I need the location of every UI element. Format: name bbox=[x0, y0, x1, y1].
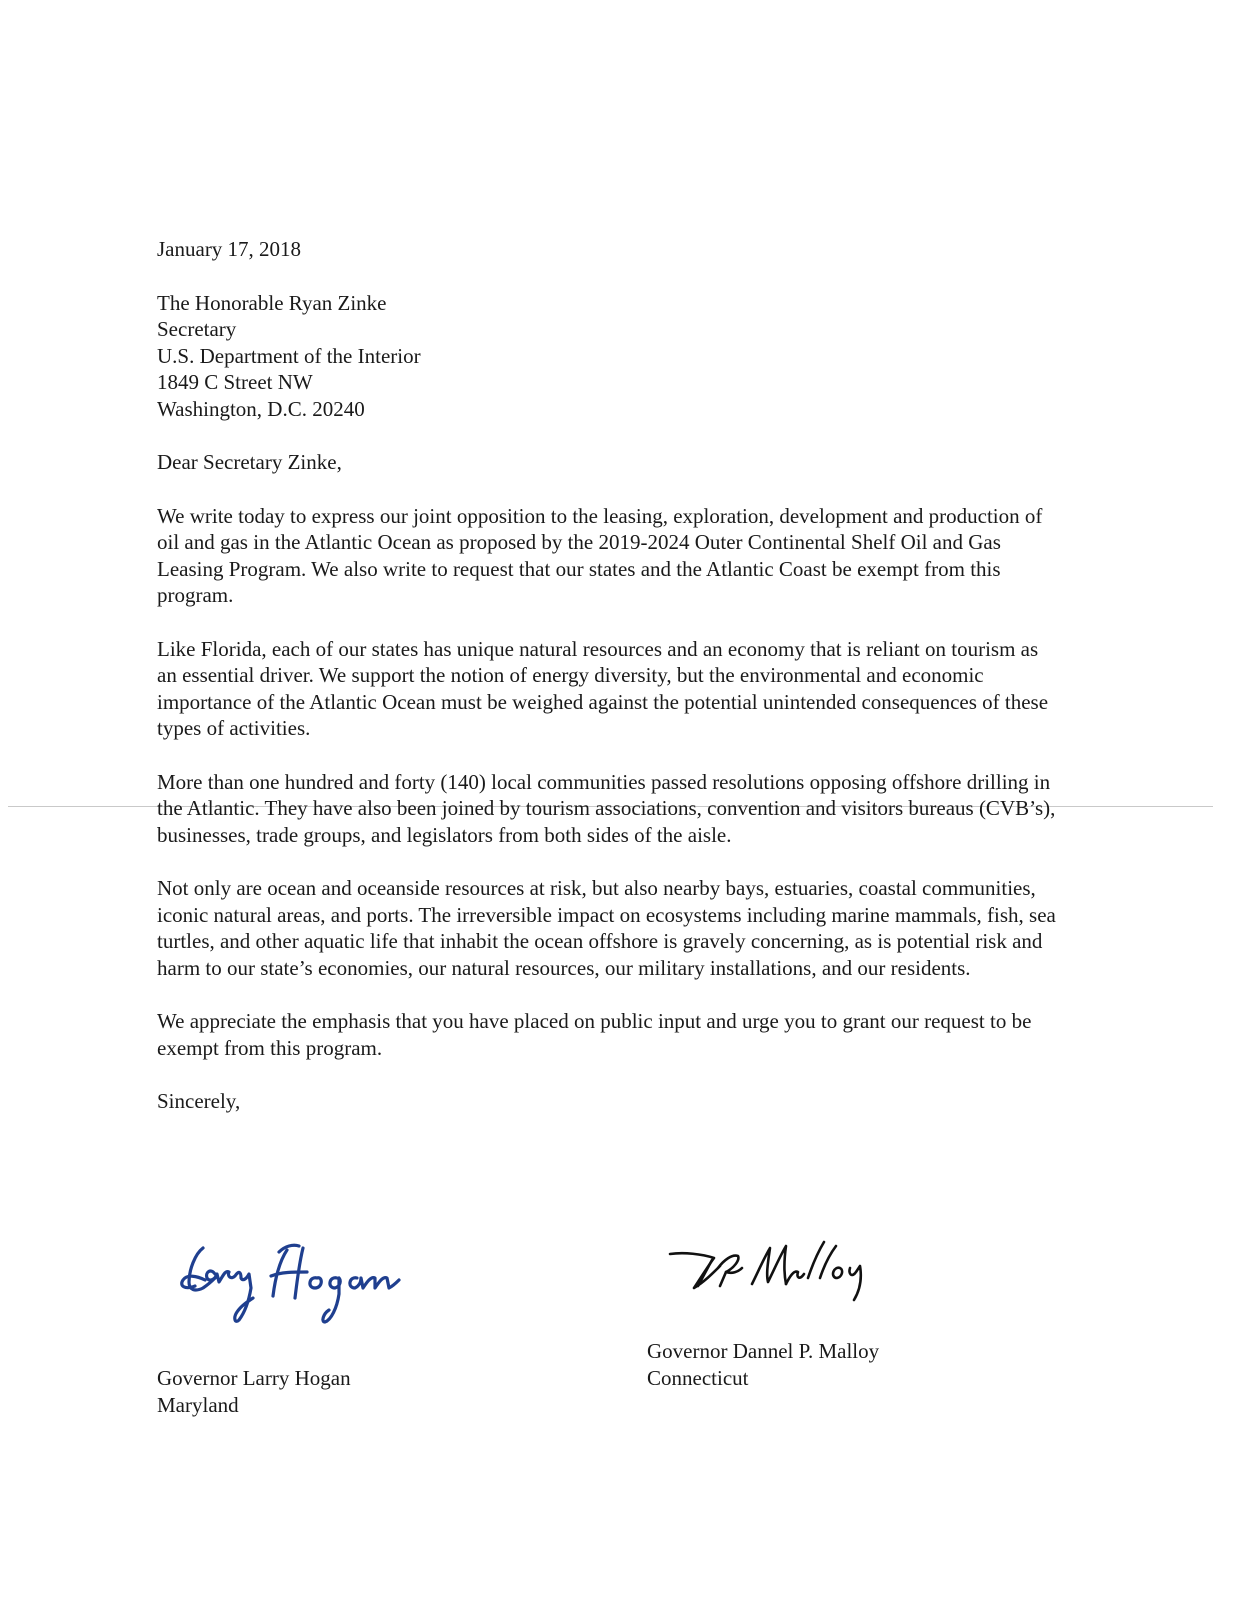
signatory-state: Connecticut bbox=[647, 1365, 749, 1390]
recipient-title: Secretary bbox=[157, 317, 237, 341]
malloy-signature bbox=[668, 1238, 883, 1308]
recipient-address bbox=[157, 290, 1057, 423]
recipient-city: Washington, D.C. 20240 bbox=[157, 396, 365, 421]
signatory-hogan bbox=[157, 1365, 351, 1418]
paragraph: We write today to express our joint opposition to the leasing, exploration, development and production of oil and gas in the Atlantic Ocean as proposed by the 2019-2024 Outer Continental Shelf Oil and Gas Leasing Program. We also write to request that our states and the Atlantic Coast be exempt from this program. bbox=[157, 503, 1043, 607]
signatory-state: Maryland bbox=[157, 1392, 239, 1417]
paragraph: Not only are ocean and oceanside resources at risk, but also nearby bays, estuaries, coastal communities, iconic natural areas, and ports. The irreversible impact on ecosystems including marine mammals, fish, sea turtles, and other aquatic life that inhabit the ocean offshore is gravely concerning, as is potential risk and harm to our state’s economies, our natural resources, our military installations, and our residents. bbox=[157, 876, 1056, 980]
paragraph: We appreciate the emphasis that you have placed on public input and urge you to grant our request to be exempt from this program. bbox=[157, 1009, 1032, 1060]
signatory-malloy bbox=[647, 1338, 879, 1391]
closing: Sincerely, bbox=[157, 1089, 241, 1113]
signatory-name: Governor Larry Hogan bbox=[157, 1366, 351, 1390]
recipient-name: The Honorable Ryan Zinke bbox=[157, 290, 387, 315]
recipient-street: 1849 C Street NW bbox=[157, 370, 313, 394]
letter-body bbox=[157, 236, 1057, 1115]
letter-date: January 17, 2018 bbox=[157, 237, 302, 261]
recipient-department: U.S. Department of the Interior bbox=[157, 343, 421, 368]
paragraph: More than one hundred and forty (140) local communities passed resolutions opposing offshore drilling in the Atlantic. They have also been joined by tourism associations, convention and visitors bureaus (CVB’s), businesses, trade groups, and legislators from both sides of the aisle. bbox=[157, 769, 1056, 847]
hogan-signature bbox=[175, 1240, 405, 1330]
salutation: Dear Secretary Zinke, bbox=[157, 450, 342, 474]
paragraph: Like Florida, each of our states has unique natural resources and an economy that is reliant on tourism as an essential driver. We support the notion of energy diversity, but the environmental and economic importance of the Atlantic Ocean must be weighed against the potential unintended consequences of these types of activities. bbox=[157, 636, 1049, 740]
signatory-name: Governor Dannel P. Malloy bbox=[647, 1339, 880, 1363]
